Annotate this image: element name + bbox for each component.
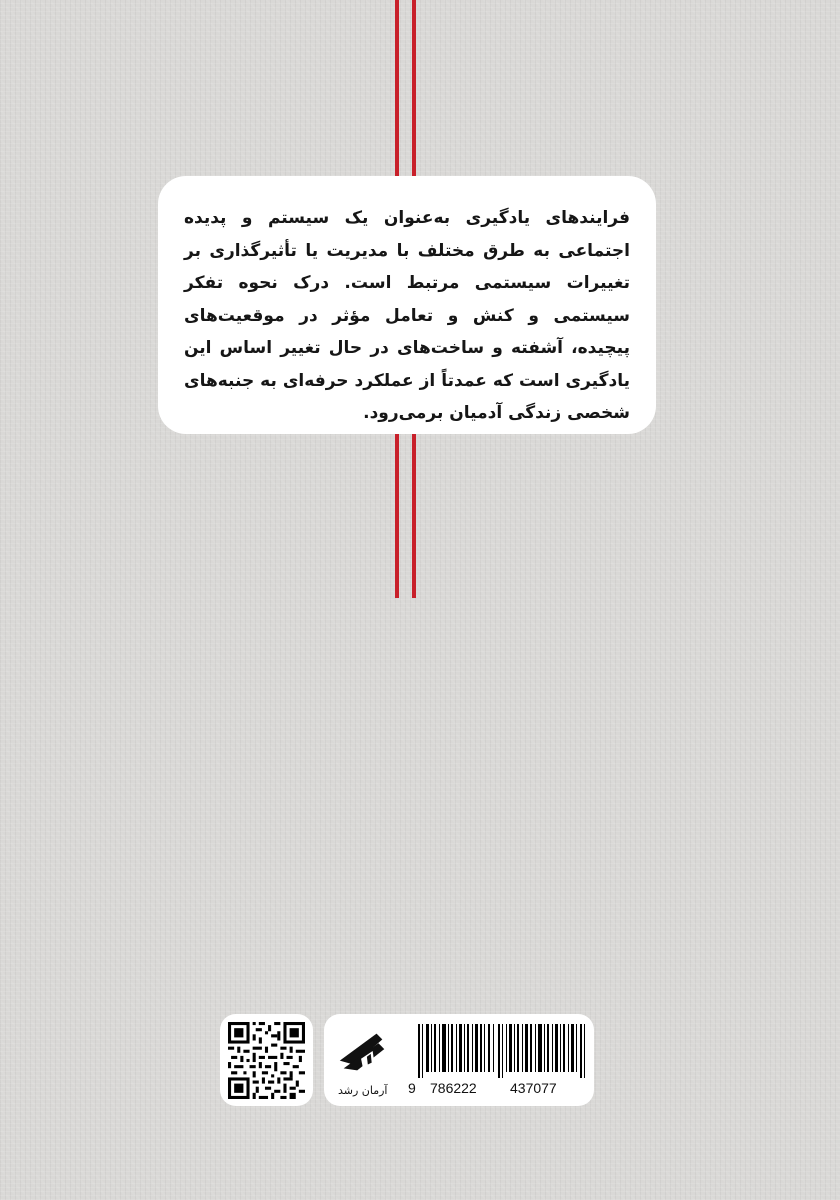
red-line-left-bottom [395, 434, 399, 598]
blurb-card [158, 176, 656, 434]
red-line-left-top [395, 0, 399, 176]
red-line-right-top [412, 0, 416, 176]
qr-code-icon [228, 1022, 305, 1099]
publisher-logo-icon [334, 1022, 392, 1080]
barcode-publisher-box [324, 1014, 594, 1106]
qr-code-box [220, 1014, 313, 1106]
red-line-right-bottom [412, 434, 416, 598]
barcode-digits-group2: 437077 [510, 1080, 557, 1096]
barcode-digit-lead: 9 [408, 1080, 416, 1096]
blurb-text: فرایندهای یادگیری به‌عنوان یک سیستم و پدیده اجتماعی به طرق مختلف با مدیریت یا تأثیرگذاری بر تغییرات سیستمی مرتبط است. درک نحوه تفکر سیستمی و کنش و تعامل مؤثر در موقعیت‌های پیچیده، آشفته و ساخت‌های در حال تغییر اساس این یادگیری است که عمدتاً از عملکرد حرفه‌ای به جنبه‌های شخصی زندگی آدمیان برمی‌رود. [184, 208, 630, 423]
barcode-digits-group1: 786222 [430, 1080, 477, 1096]
publisher-name: آرمان رشد [338, 1084, 388, 1097]
barcode-icon [418, 1024, 586, 1078]
